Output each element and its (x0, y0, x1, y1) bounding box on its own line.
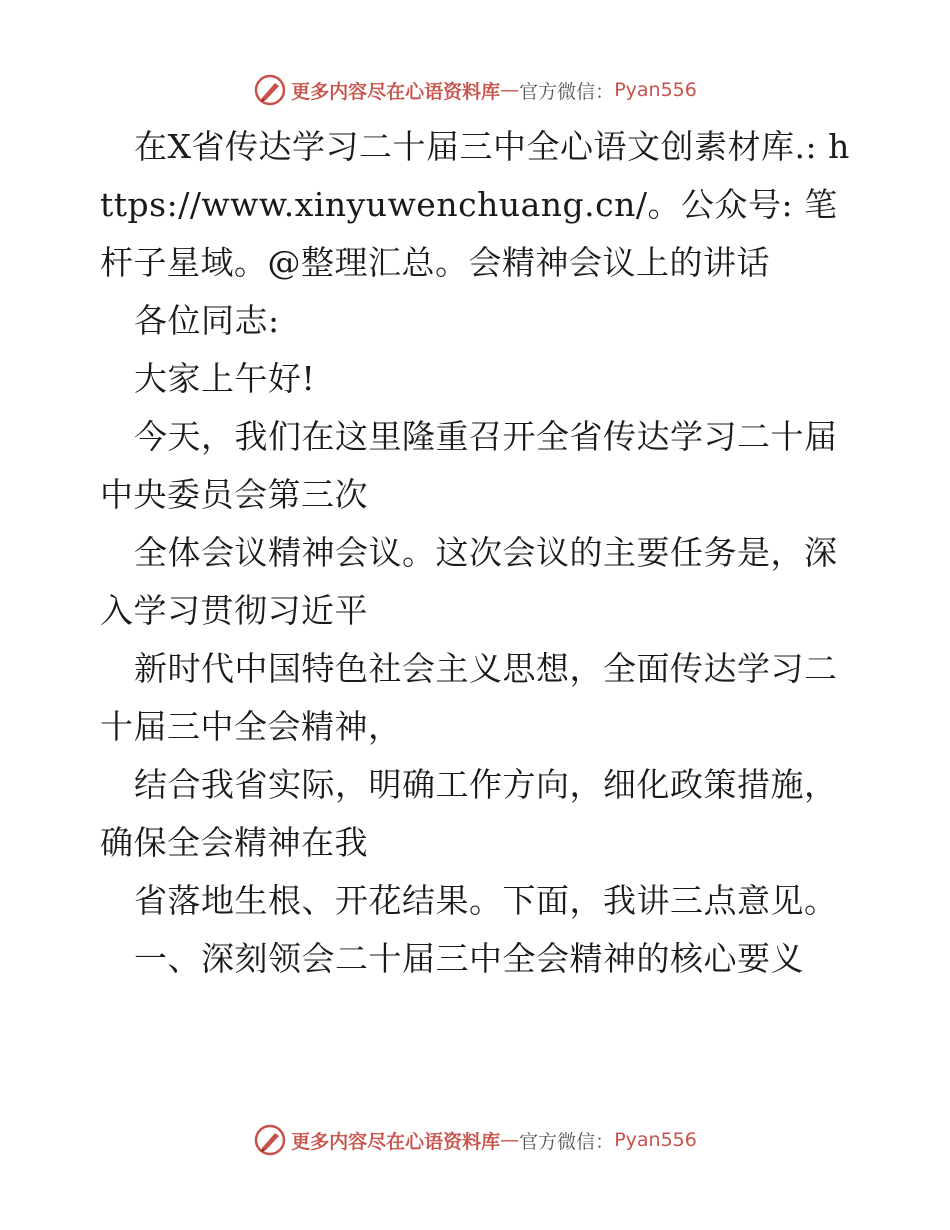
watermark-dash: — (500, 79, 520, 101)
watermark-brand: 更多内容尽在心语资料库 (291, 1130, 501, 1153)
pen-logo-icon (253, 73, 287, 107)
section-heading: 一、深刻领会二十届三中全会精神的核心要义 (134, 939, 804, 978)
paragraph-body: 今天，我们在这里隆重召开全省传达学习二十届中央委员会第三次 (100, 417, 838, 514)
paragraph-title: 在X省传达学习二十届三中全心语文创素材库.: https://www.xinyuwenchuang.cn/。公众号: 笔杆子星域。@整理汇总。会精神会议上的讲话 (100, 127, 850, 282)
paragraph-salutation: 各位同志: (134, 301, 280, 340)
watermark-banner-bottom (0, 1120, 950, 1160)
watermark-wechat-id: Pyan556 (614, 1129, 697, 1151)
watermark-wechat-label: 官方微信： (519, 1130, 615, 1153)
pen-logo-icon (253, 1123, 287, 1157)
watermark-wechat-id: Pyan556 (614, 79, 697, 101)
watermark-wechat-label: 官方微信： (519, 80, 615, 103)
watermark-brand: 更多内容尽在心语资料库 (291, 80, 501, 103)
paragraph-body: 全体会议精神会议。这次会议的主要任务是，深入学习贯彻习近平 (100, 533, 838, 630)
paragraph-body: 新时代中国特色社会主义思想，全面传达学习二十届三中全会精神， (100, 649, 838, 746)
paragraph-greeting: 大家上午好! (134, 359, 316, 398)
paragraph-body: 省落地生根、开花结果。下面，我讲三点意见。 (134, 881, 838, 920)
watermark-banner-top (0, 70, 950, 110)
document-body (100, 118, 860, 988)
watermark-dash: — (500, 1129, 520, 1151)
paragraph-body: 结合我省实际，明确工作方向，细化政策措施，确保全会精神在我 (100, 765, 838, 862)
